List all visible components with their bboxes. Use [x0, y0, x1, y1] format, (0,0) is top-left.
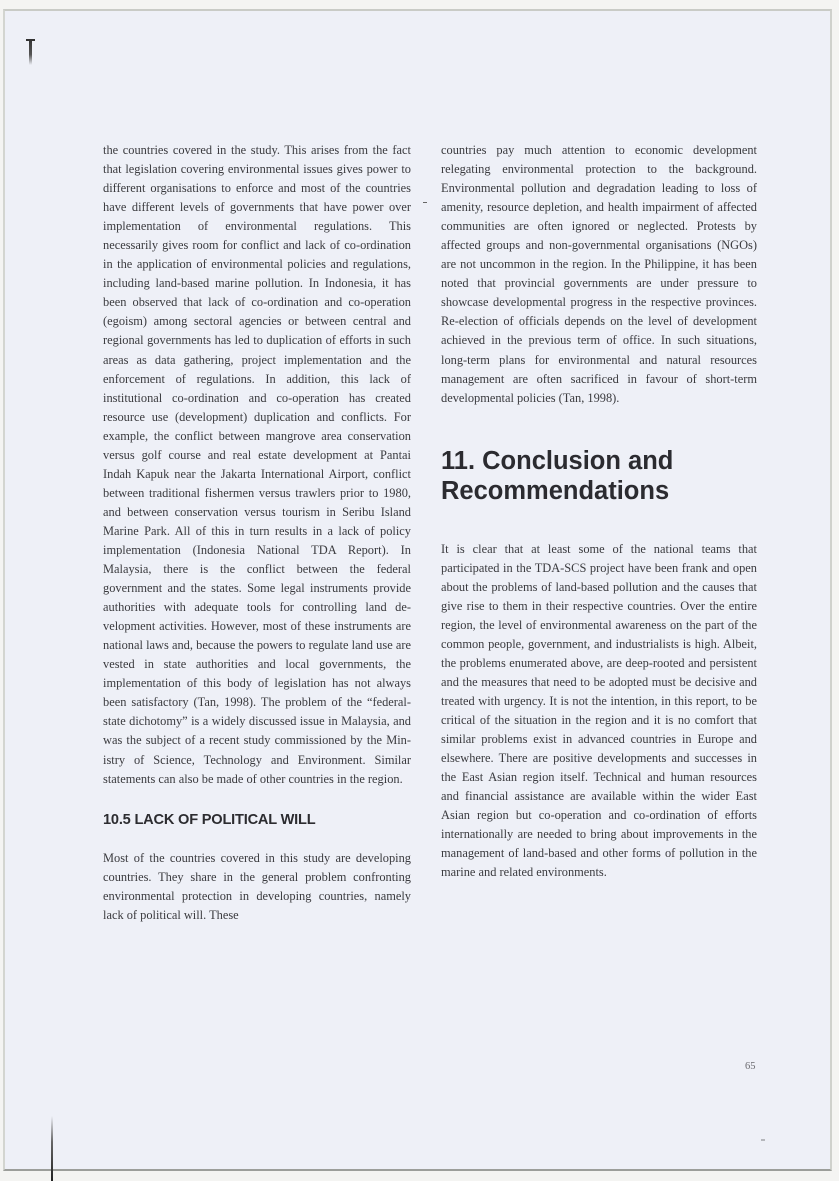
scan-binding-mark: [51, 1116, 53, 1181]
scan-binding-mark: [29, 39, 32, 65]
scan-artifact-dash: [423, 202, 427, 203]
left-column: [103, 141, 411, 925]
scan-artifact-mark: [761, 1139, 765, 1141]
body-paragraph: Most of the countries covered in this study are developing countries. They share in the general problem confronting environmental protection in developing countries, namely lack of political will. These: [103, 850, 411, 922]
right-column: [441, 141, 757, 883]
page-number: 65: [745, 1061, 756, 1072]
body-paragraph: It is clear that at least some of the national teams that participated in the TDA-SCS project have been frank and open about the problems of land-based pollution and the causes that give rise to them in their respective countries. Over the entire region, the level of environmental awareness on the part of the common people, government, and industrialists is high. Albeit, the problems enumerated above, are deep-rooted and persistent and the measures that need to be adopted must be decisive and treated with urgency. It is not the intention, in this report, to be critical of the situation in the region and it is no comfort that similar problems exist in advanced countries in Europe and elsewhere. There are positive developments and successes in the East Asian region itself. Technical and human resources and financial assistance are available within the wider East Asian region but co-operation and co-ordination of efforts internationally are needed to bring about improvements in the management of land-based and other forms of pollution in the marine and related environments.: [441, 541, 757, 880]
body-paragraph: countries pay much attention to economic development relegating environmental protection to the background. Environmental pollution and degradation leading to loss of amenity, resource depletion, and health impairment of affected communities are often ignored or neglected. Protests by affected groups and non-governmental organisations (NGOs) are not uncommon in the region. In the Philippine, it has been noted that provincial governments are under pressure to showcase developmental progress in the respective provinces. Re-election of officials depends on the level of development achieved in the previous term of office. In such situations, long-term plans for environmental and natural resources management are often sacrificed in favour of short-term developmental policies (Tan, 1998).: [441, 143, 757, 405]
section-heading: 11. Conclusion and Recommendations: [441, 446, 674, 505]
body-paragraph: the countries covered in the study. This arises from the fact that legislation covering environmental issues gives power to different organisations to enforce and most of the countries have different levels of governments that have power over implementation of environmental regulations. This necessarily gives room for conflict and lack of co-ordination in the application of environmental policies and regulations, including land-based marine pollution. In Indonesia, it has been observed that lack of co-ordination and co-operation (egoism) among sectoral agencies or between central and regional governments has led to duplication of efforts in such areas as data gathering, project implementation and the enforcement of regulations. In addition, this lack of institutional co-ordination and co-operation has created resource use (development) duplication and conflicts. For example, the conflict between mangrove area conservation versus golf course and real estate development at Pantai Indah Kapuk near the Jakarta International Airport, conflict between traditional fishermen versus trawlers prior to 1980, and between conservation versus tourism in Seribu Island Marine Park. All of this in turn results in a lack of policy implementation (Indonesia National TDA Report). In Malaysia, there is the conflict between the federal government and the states. Some legal instruments provide authorities with adequate tools for controlling land development activities. However, most of these instruments are national laws and, because the powers to regulate land use are vested in state authorities and local governments, the implementation of this body of legislation has not always been satisfactory (Tan, 1998). The problem of the “federal-state dichotomy” is a widely discussed issue in Malaysia, and was the subject of a recent study commissioned by the Ministry of Science, Technology and Environment. Similar statements can also be made of other countries in the region.: [103, 143, 411, 786]
subsection-heading: 10.5 LACK OF POLITICAL WILL: [103, 811, 316, 828]
